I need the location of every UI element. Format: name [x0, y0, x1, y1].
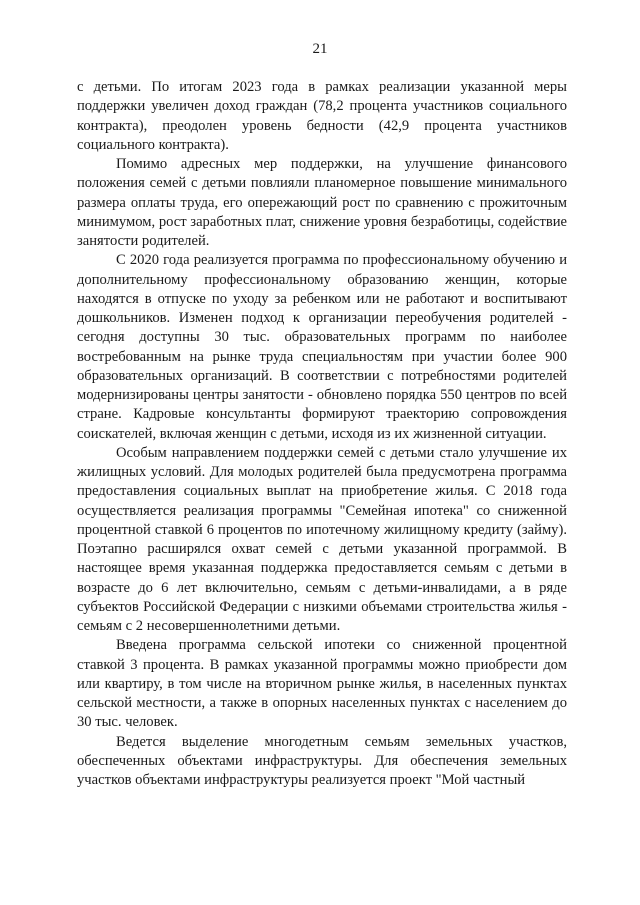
page-number: 21 [312, 41, 328, 57]
paragraph: С 2020 года реализуется программа по профессиональному обучению и дополнительному профессиональному образованию женщин, которые находятся в отпуске по уходу за ребенком или не работают и воспитывают дошкольников. Изменен подход к организации переобучения родителей - сегодня доступны 30 тыс. образовательных программ по наиболее востребованным на рынке труда специальностям при участии более 900 образовательных организаций. В соответствии с потребностями родителей модернизированы центры занятости - обновлено порядка 550 центров по всей стране. Кадровые консультанты формируют траекторию сопровождения соискателей, включая женщин с детьми, исходя из их жизненной ситуации. [77, 252, 567, 442]
document-body [77, 78, 567, 790]
paragraph: Введена программа сельской ипотеки со сниженной процентной ставкой 3 процента. В рамках указанной программы можно приобрести дом или квартиру, в том числе на вторичном рынке жилья, в населенных пунктах сельской местности, а также в опорных населенных пунктах с населением до 30 тыс. человек. [77, 637, 567, 731]
paragraph: Ведется выделение многодетным семьям земельных участков, обеспеченных объектами инфраструктуры. Для обеспечения земельных участков объектами инфраструктуры реализуется проект "Мой частный [77, 733, 567, 788]
paragraph: Особым направлением поддержки семей с детьми стало улучшение их жилищных условий. Для молодых родителей была предусмотрена программа предоставления социальных выплат на приобретение жилья. С 2018 года осуществляется реализация программы "Семейная ипотека" со сниженной процентной ставкой 6 процентов по ипотечному жилищному кредиту (займу). Поэтапно расширялся охват семей с детьми указанной программой. В настоящее время указанная поддержка предоставляется семьям с детьми в возрасте до 6 лет включительно, семьям с детьми-инвалидами, а в ряде субъектов Российской Федерации с низкими объемами строительства жилья - семьям с 2 несовершеннолетними детьми. [77, 444, 567, 634]
paragraph: Помимо адресных мер поддержки, на улучшение финансового положения семей с детьми повлияли планомерное повышение минимального размера оплаты труда, его опережающий рост по сравнению с прожиточным минимумом, рост заработных плат, снижение уровня безработицы, содействие занятости родителей. [77, 156, 567, 249]
paragraph: с детьми. По итогам 2023 года в рамках реализации указанной меры поддержки увеличен доход граждан (78,2 процента участников социального контракта), преодолен уровень бедности (42,9 процента участников социального контракта). [77, 79, 567, 153]
